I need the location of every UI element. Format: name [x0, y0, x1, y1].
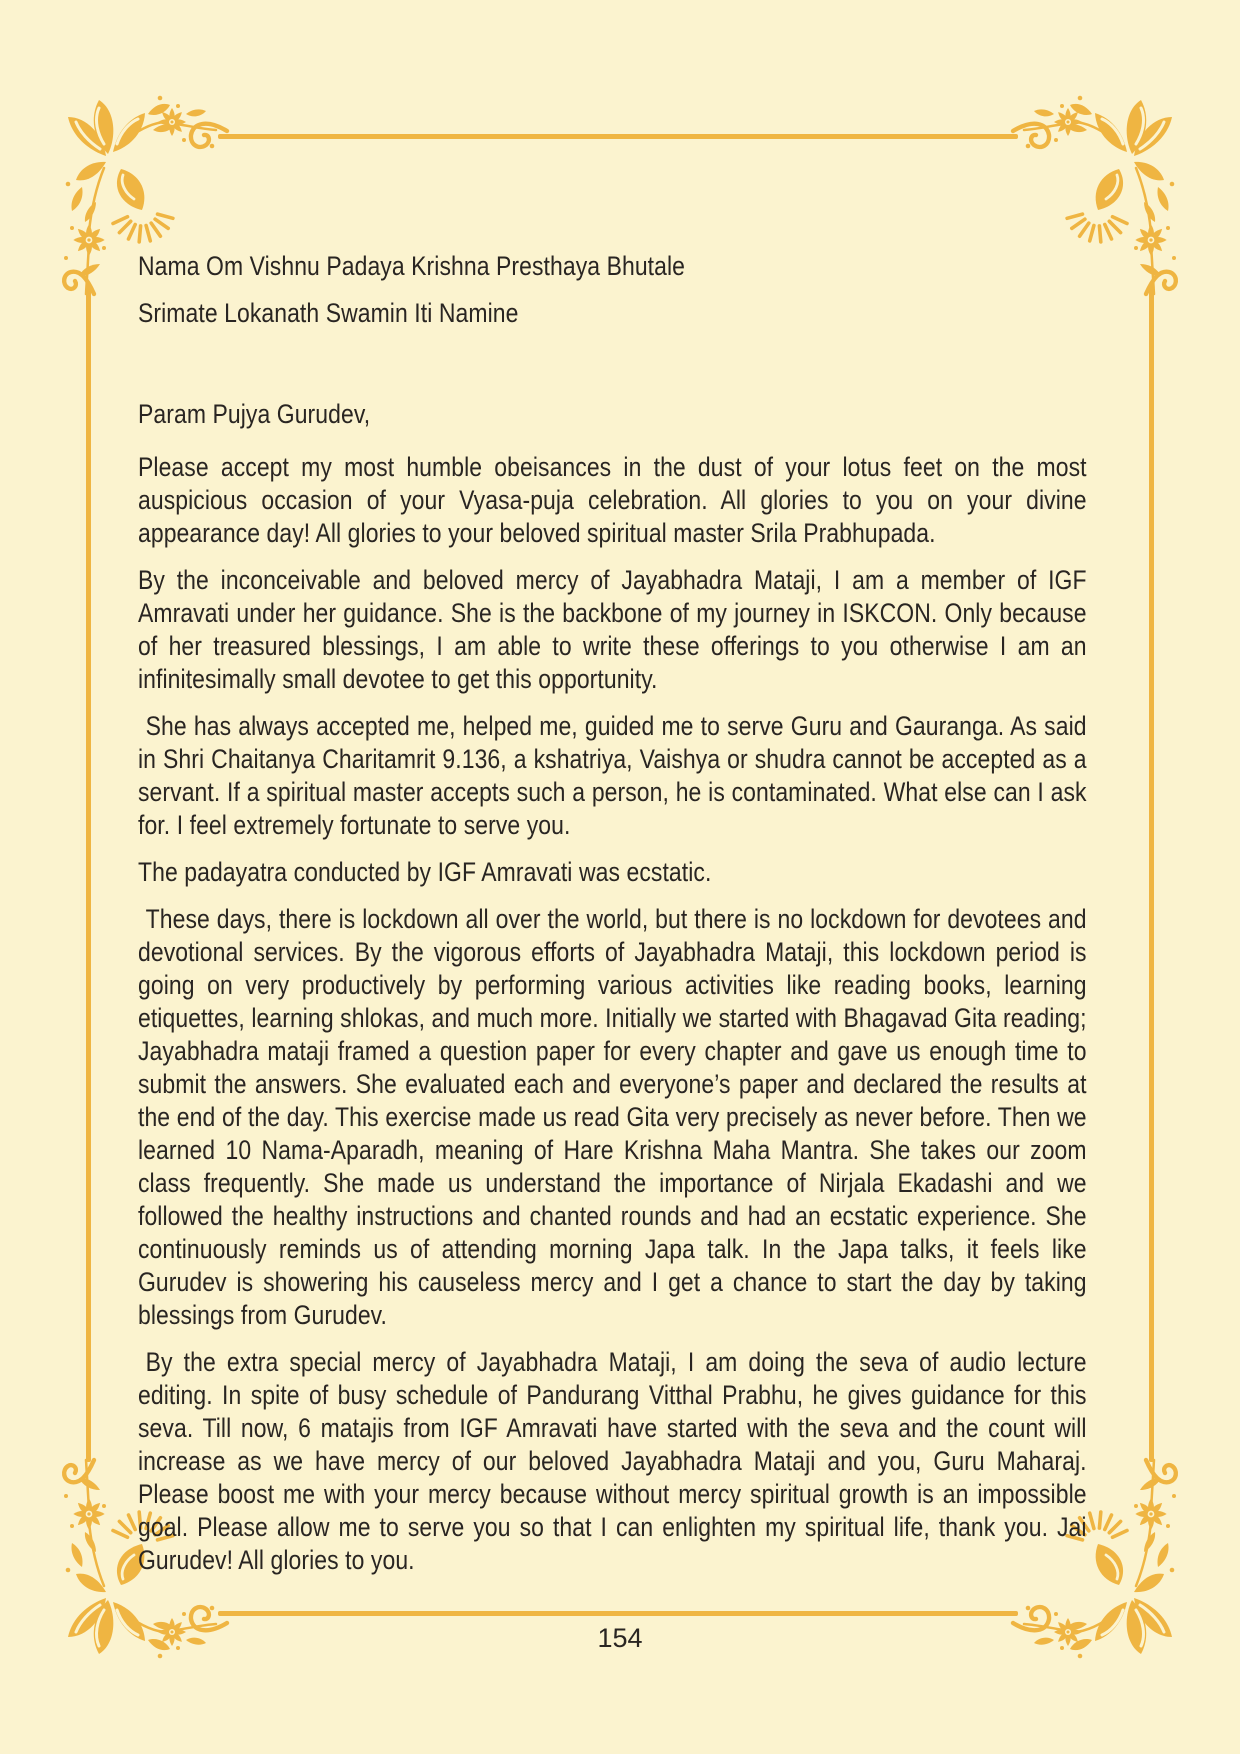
letter-paragraph: The padayatra conducted by IGF Amravati was ecstatic. — [138, 857, 712, 887]
letter-paragraph: By the inconceivable and beloved mercy of Jayabhadra Mataji, I am a member of IGF Amravati under her guidance. She is the backbone of my journey in ISKCON. Only because of her treasured blessings, I am able to write these offerings to you otherwise I am an infinitesimally small devotee to get this opportunity. — [138, 565, 1087, 694]
frame-rule-bottom — [218, 1611, 1018, 1616]
letter-paragraph: She has always accepted me, helped me, guided me to serve Guru and Gauranga. As said in Shri Chaitanya Charitamrit 9.136, a kshatriya, Vaishya or shudra cannot be accepted as a servant. If a spiritual master accepts such a person, he is contaminated. What else can I ask for. I feel extremely fortunate to serve you. — [138, 711, 1087, 840]
frame-rule-right — [1149, 286, 1154, 1462]
letter-paragraph: Please accept my most humble obeisances in the dust of your lotus feet on the most auspicious occasion of your Vyasa-puja celebration. All glories to you on your divine appearance day! All glories to your beloved spiritual master Srila Prabhupada. — [138, 452, 1087, 548]
invocation-line: Srimate Lokanath Swamin Iti Namine — [138, 298, 519, 328]
letter-paragraph: By the extra special mercy of Jayabhadra Mataji, I am doing the seva of audio lecture editing. In spite of busy schedule of Pandurang Vitthal Prabhu, he gives guidance for this seva. Till now, 6 matajis from IGF Amravati have started with the seva and the count will increase as we have mercy of our beloved Jayabhadra Mataji and you, Guru Maharaj. Please boost me with your mercy because without mercy spiritual growth is an impossible goal. Please allow me to serve you so that I can enlighten my spiritual life, thank you. Jai Gurudev! All glories to you. — [138, 1347, 1087, 1575]
frame-rule-left — [86, 286, 91, 1462]
page-number: 154 — [597, 1623, 643, 1653]
salutation: Param Pujya Gurudev, — [138, 399, 371, 429]
invocation-line: Nama Om Vishnu Padaya Krishna Presthaya Bhutale — [138, 251, 686, 281]
frame-rule-top — [218, 134, 1018, 139]
letter-body — [138, 250, 1087, 1591]
letter-paragraph: These days, there is lockdown all over the world, but there is no lockdown for devotees and devotional services. By the vigorous efforts of Jayabhadra Mataji, this lockdown period is going on very productively by performing various activities like reading books, learning etiquettes, learning shlokas, and much more. Initially we started with Bhagavad Gita reading; Jayabhadra mataji framed a question paper for every chapter and gave us enough time to submit the answers. She evaluated each and everyone’s paper and declared the results at the end of the day. This exercise made us read Gita very precisely as never before. Then we learned 10 Nama-Aparadh, meaning of Hare Krishna Maha Mantra. She takes our zoom class frequently. She made us understand the importance of Nirjala Ekadashi and we followed the healthy instructions and chanted rounds and had an ecstatic experience. She continuously reminds us of attending morning Japa talk. In the Japa talks, it feels like Gurudev is showering his causeless mercy and I get a chance to start the day by taking blessings from Gurudev. — [138, 904, 1087, 1330]
invocation — [138, 250, 1087, 330]
letter-paragraphs — [138, 451, 1087, 1577]
